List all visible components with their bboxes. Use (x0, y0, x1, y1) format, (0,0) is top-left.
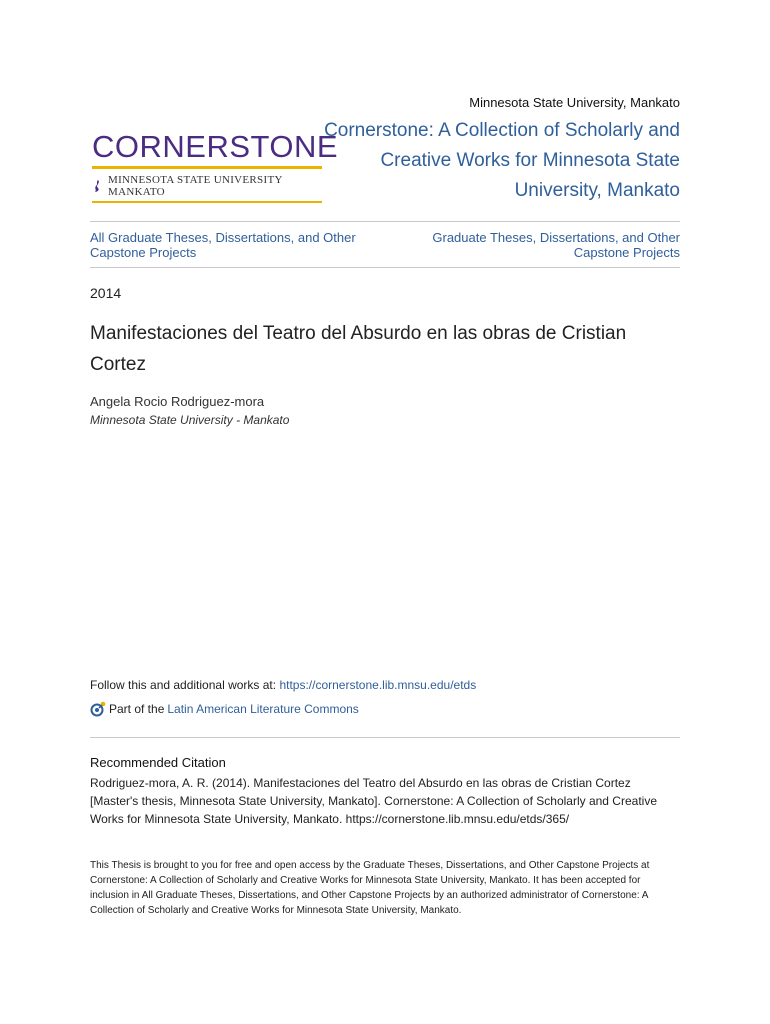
cornerstone-logo[interactable] (92, 129, 339, 203)
follow-line (90, 678, 476, 692)
logo-rule (92, 166, 322, 169)
flame-icon (92, 179, 104, 193)
footer-notice: This Thesis is brought to you for free and open access by the Graduate Theses, Dissertations, and Other Capstone Projects at Cornerstone: A Collection of Scholarly and Creative Works for Minnesota State University, Mankato. It has been accepted for inclusion in All Graduate Theses, Dissertations, and Other Capstone Projects by an authorized administrator of Cornerstone: A Collection of Scholarly and Creative Works for Minnesota State University, Mankato. (90, 860, 650, 916)
logo-rule-bottom (92, 201, 322, 203)
logo-subtitle: MINNESOTA STATE UNIVERSITY MANKATO (108, 174, 283, 198)
document-title: Manifestaciones del Teatro del Absurdo en las obras de Cristian Cortez (90, 323, 627, 375)
commons-link[interactable]: Latin American Literature Commons (167, 702, 359, 716)
follow-url-link[interactable]: https://cornerstone.lib.mnsu.edu/etds (279, 678, 477, 692)
logo-subline (92, 174, 324, 198)
part-of-line (90, 701, 359, 717)
logo-wordmark: CORNERSTONE (92, 129, 339, 164)
part-of-label: Part of the (109, 702, 165, 716)
citation-text: Rodriguez-mora, A. R. (2014). Manifestaciones del Teatro del Absurdo en las obras de Cristian Cortez [Master's thesis, Minnesota State University, Mankato]. Cornerstone: A Collection of Scholarly and Creative Works for Minnesota State University, Mankato. https://cornerstone.lib.mnsu.edu/etds/365/ (90, 776, 657, 826)
series-link-all[interactable]: All Graduate Theses, Dissertations, and Other Capstone Projects (90, 230, 356, 260)
follow-label: Follow this and additional works at: (90, 678, 280, 692)
series-link-graduate[interactable]: Graduate Theses, Dissertations, and Other Capstone Projects (432, 230, 680, 260)
divider-citation (90, 737, 680, 738)
publication-year: 2014 (90, 285, 122, 301)
collection-title-link[interactable]: Cornerstone: A Collection of Scholarly and Creative Works for Minnesota State University, Mankato (324, 120, 680, 201)
author-name: Angela Rocio Rodriguez-mora (90, 394, 265, 409)
divider-top (90, 221, 680, 222)
divider-series (90, 267, 680, 268)
citation-heading: Recommended Citation (90, 755, 226, 770)
author-affiliation: Minnesota State University - Mankato (90, 413, 290, 427)
network-icon (90, 701, 106, 717)
university-name: Minnesota State University, Mankato (469, 95, 680, 110)
